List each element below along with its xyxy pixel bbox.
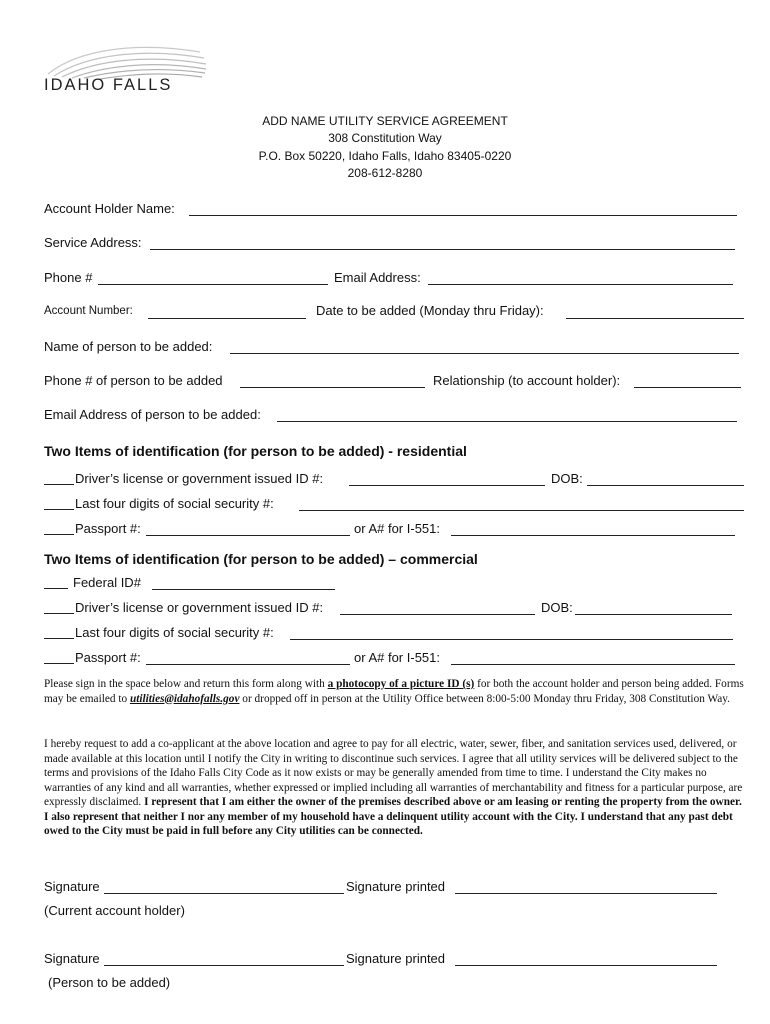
name-person-added-field[interactable] <box>230 353 739 354</box>
agreement-paragraph <box>44 737 748 839</box>
signature-printed-field-2[interactable] <box>455 965 717 966</box>
header-address-line-2: P.O. Box 50220, Idaho Falls, Idaho 83405-0220 <box>258 149 512 163</box>
residential-drivers-license-check[interactable] <box>44 484 74 485</box>
name-person-added-label: Name of person to be added: <box>44 339 213 354</box>
commercial-passport-label: Passport #: <box>75 650 141 665</box>
commercial-drivers-license-field[interactable] <box>340 614 535 615</box>
residential-ssn-field[interactable] <box>299 510 744 511</box>
residential-passport-check[interactable] <box>44 534 74 535</box>
residential-passport-label: Passport #: <box>75 521 141 536</box>
residential-ssn-label: Last four digits of social security #: <box>75 496 274 511</box>
signature-label-1: Signature <box>44 879 100 894</box>
residential-drivers-license-field[interactable] <box>349 485 545 486</box>
commercial-passport-check[interactable] <box>44 663 74 664</box>
instructions-part-1: Please sign in the space below and return this form along with <box>44 678 328 690</box>
email-person-added-field[interactable] <box>277 421 737 422</box>
phone-field[interactable] <box>98 284 328 285</box>
commercial-federal-id-label: Federal ID# <box>73 575 141 590</box>
commercial-drivers-license-check[interactable] <box>44 613 74 614</box>
person-added-caption: (Person to be added) <box>48 975 171 990</box>
residential-a-number-field[interactable] <box>451 535 735 536</box>
current-holder-caption: (Current account holder) <box>44 903 185 918</box>
residential-drivers-license-label: Driver’s license or government issued ID #: <box>75 471 324 486</box>
agreement-representation: I represent that I am either the owner of the premises described above or am leasing or renting the property from the owner. I also represent that neither I nor any member of my household have a delinquent utility account with the City. I understand that any past debt owed to the City must be paid in full before any City utilities can be connected. <box>44 796 742 837</box>
relationship-label: Relationship (to account holder): <box>433 373 621 388</box>
commercial-ssn-field[interactable] <box>290 639 733 640</box>
account-number-field[interactable] <box>148 318 306 319</box>
commercial-a-number-label: or A# for I-551: <box>354 650 440 665</box>
residential-dob-field[interactable] <box>587 485 744 486</box>
commercial-drivers-license-label: Driver’s license or government issued ID #: <box>75 600 324 615</box>
phone-person-added-field[interactable] <box>240 387 425 388</box>
date-to-be-added-field[interactable] <box>566 318 744 319</box>
header-address-line-1: 308 Constitution Way <box>328 131 442 145</box>
commercial-ssn-check[interactable] <box>44 638 74 639</box>
logo-wordmark: IDAHO FALLS <box>44 76 173 94</box>
residential-id-heading: Two Items of identification (for person to be added) - residential <box>44 443 467 459</box>
signature-printed-field-1[interactable] <box>455 893 717 894</box>
residential-dob-label: DOB: <box>551 471 583 486</box>
service-address-field[interactable] <box>150 249 735 250</box>
residential-a-number-label: or A# for I-551: <box>354 521 440 536</box>
commercial-passport-field[interactable] <box>146 664 350 665</box>
header-phone: 208-612-8280 <box>347 166 423 180</box>
signature-printed-label-1: Signature printed <box>346 879 446 894</box>
photocopy-id-emphasis: a photocopy of a picture ID (s) <box>327 678 475 690</box>
form-title: ADD NAME UTILITY SERVICE AGREEMENT <box>262 114 508 128</box>
email-address-field[interactable] <box>428 284 733 285</box>
email-person-added-label: Email Address of person to be added: <box>44 407 261 422</box>
commercial-federal-id-field[interactable] <box>152 589 335 590</box>
commercial-federal-id-check[interactable] <box>44 588 68 589</box>
commercial-dob-label: DOB: <box>541 600 573 615</box>
service-address-label: Service Address: <box>44 235 142 250</box>
commercial-ssn-label: Last four digits of social security #: <box>75 625 274 640</box>
instructions-part-3: or dropped off in person at the Utility Office between 8:00-5:00 Monday thru Friday, 308 Constitution Way. <box>239 692 730 705</box>
phone-person-added-label: Phone # of person to be added <box>44 373 223 388</box>
signature-field-1[interactable] <box>104 893 344 894</box>
signature-printed-label-2: Signature printed <box>346 951 446 966</box>
signature-label-2: Signature <box>44 951 100 966</box>
commercial-a-number-field[interactable] <box>451 664 735 665</box>
instructions-part-2: for both the account holder and person being added. Forms may be emailed to <box>44 678 744 705</box>
agreement-text: I hereby request to add a co-applicant at the above location and agree to pay for all electric, water, sewer, fiber, and sanitation services used, delivered, or made available at this location until I notify the City in writing to discontinue such services. I agree that all utility services will be delivered subject to the terms and provisions of the Idaho Falls City Code as it now exists or may be generally amended from time to time. I understand the City makes no warranties of any kind and all warranties, whether expressed or implied including all warranties of merchantability and fitness for a particular purpose, are expressly disclaimed. <box>44 738 743 808</box>
commercial-id-heading: Two Items of identification (for person to be added) – commercial <box>44 551 478 567</box>
date-to-be-added-label: Date to be added (Monday thru Friday): <box>316 303 544 318</box>
residential-ssn-check[interactable] <box>44 509 74 510</box>
account-number-label: Account Number: <box>44 305 133 317</box>
instructions-paragraph <box>44 677 748 706</box>
residential-passport-field[interactable] <box>146 535 350 536</box>
commercial-dob-field[interactable] <box>575 614 732 615</box>
relationship-field[interactable] <box>634 387 741 388</box>
signature-field-2[interactable] <box>104 965 344 966</box>
utilities-email-link[interactable]: utilities@idahofalls.gov <box>129 692 240 705</box>
phone-label: Phone # <box>44 270 93 285</box>
email-address-label: Email Address: <box>334 270 421 285</box>
account-holder-name-label: Account Holder Name: <box>44 201 175 216</box>
account-holder-name-field[interactable] <box>189 215 737 216</box>
